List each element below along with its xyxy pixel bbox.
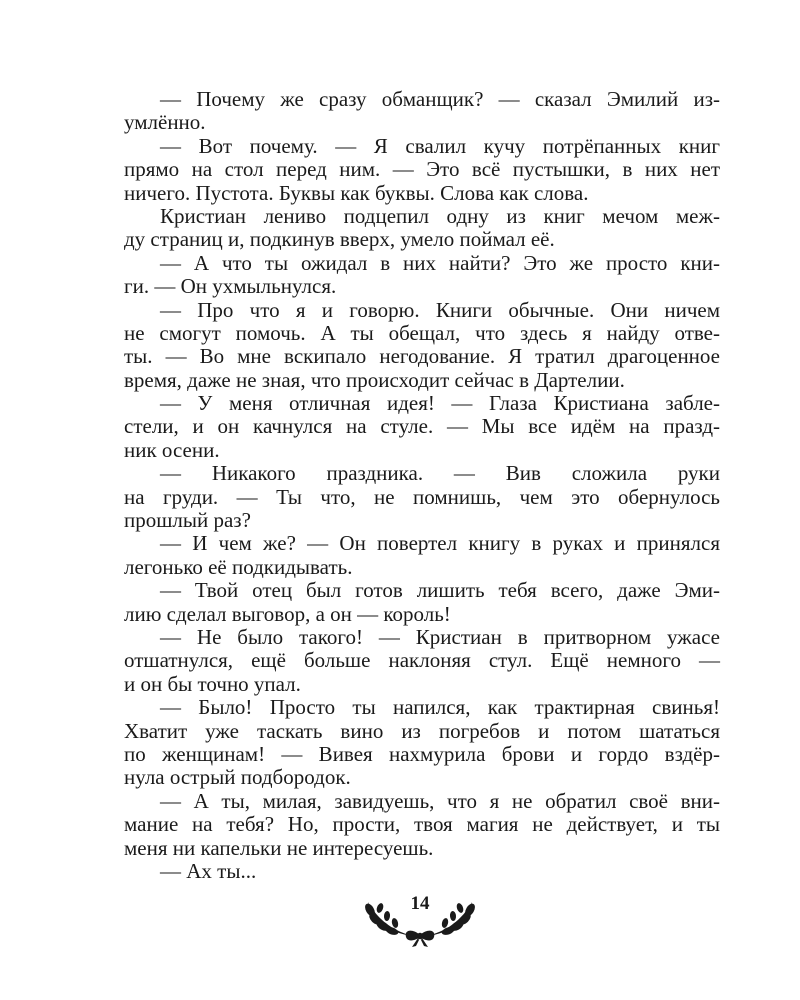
text-line: отшатнулся, ещё больше наклоняя стул. Ещё немного —: [124, 648, 720, 673]
text-line: — А что ты ожидал в них найти? Это же просто кни-: [160, 250, 720, 275]
text-line: мание на тебя? Но, прости, твоя магия не действует, и ты: [124, 812, 720, 837]
text-line: меня ни капельки не интересуешь.: [124, 835, 434, 860]
text-line: ник осени.: [124, 437, 220, 462]
text-line: — Никакого праздника. — Вив сложила руки: [160, 461, 720, 486]
text-line: на груди. — Ты что, не помнишь, чем это обернулось: [124, 484, 720, 509]
text-line: — Почему же сразу обманщик? — сказал Эмилий из-: [160, 87, 720, 111]
text-line: — И чем же? — Он повертел книгу в руках и принялся: [160, 531, 720, 556]
text-line: — Твой отец был готов лишить тебя всего, даже Эми-: [160, 578, 720, 603]
text-line: стели, и он качнулся на стуле. — Мы все идём на празд-: [124, 414, 720, 439]
body-text: [124, 88, 720, 883]
text-line: Кристиан лениво подцепил одну из книг мечом меж-: [160, 203, 720, 228]
text-line: — Вот почему. — Я свалил кучу потрёпанных книг: [160, 133, 720, 158]
text-line: нула острый подбородок.: [124, 765, 351, 790]
text-line: прямо на стол перед ним. — Это всё пустышки, в них нет: [124, 157, 720, 182]
text-line: прошлый раз?: [124, 508, 251, 533]
text-line: умлённо.: [124, 110, 206, 135]
page-number: 14: [410, 893, 430, 914]
text-line: не смогут помочь. А ты обещал, что здесь я найду отве-: [124, 320, 720, 345]
text-line: — А ты, милая, завидуешь, что я не обратил своё вни-: [160, 788, 720, 813]
text-line: ги. — Он ухмыльнулся.: [124, 274, 337, 299]
text-line: ничего. Пустота. Буквы как буквы. Слова как слова.: [124, 180, 589, 205]
text-line: ты. — Во мне вскипало негодование. Я тратил драгоценное: [124, 344, 720, 369]
text-line: — Не было такого! — Кристиан в притворном ужасе: [160, 624, 720, 649]
text-line: — Про что я и говорю. Книги обычные. Они ничем: [160, 297, 720, 322]
text-line: — Ах ты...: [160, 858, 257, 883]
text-line: — У меня отличная идея! — Глаза Кристиана забле-: [160, 391, 720, 416]
text-line: — Было! Просто ты напился, как трактирная свинья!: [160, 695, 720, 720]
text-line: и он бы точно упал.: [124, 671, 301, 696]
text-line: по женщинам! — Вивея нахмурила брови и гордо вздёр-: [124, 741, 720, 766]
text-line: Хватит уже таскать вино из погребов и потом шататься: [124, 718, 720, 743]
text-line: лию сделал выговор, а он — король!: [124, 601, 451, 626]
page-folio: [360, 890, 480, 950]
text-line: время, даже не зная, что происходит сейчас в Дартелии.: [124, 367, 625, 392]
text-line: ду страниц и, подкинув вверх, умело поймал её.: [124, 227, 555, 252]
text-line: легонько её подкидывать.: [124, 554, 353, 579]
